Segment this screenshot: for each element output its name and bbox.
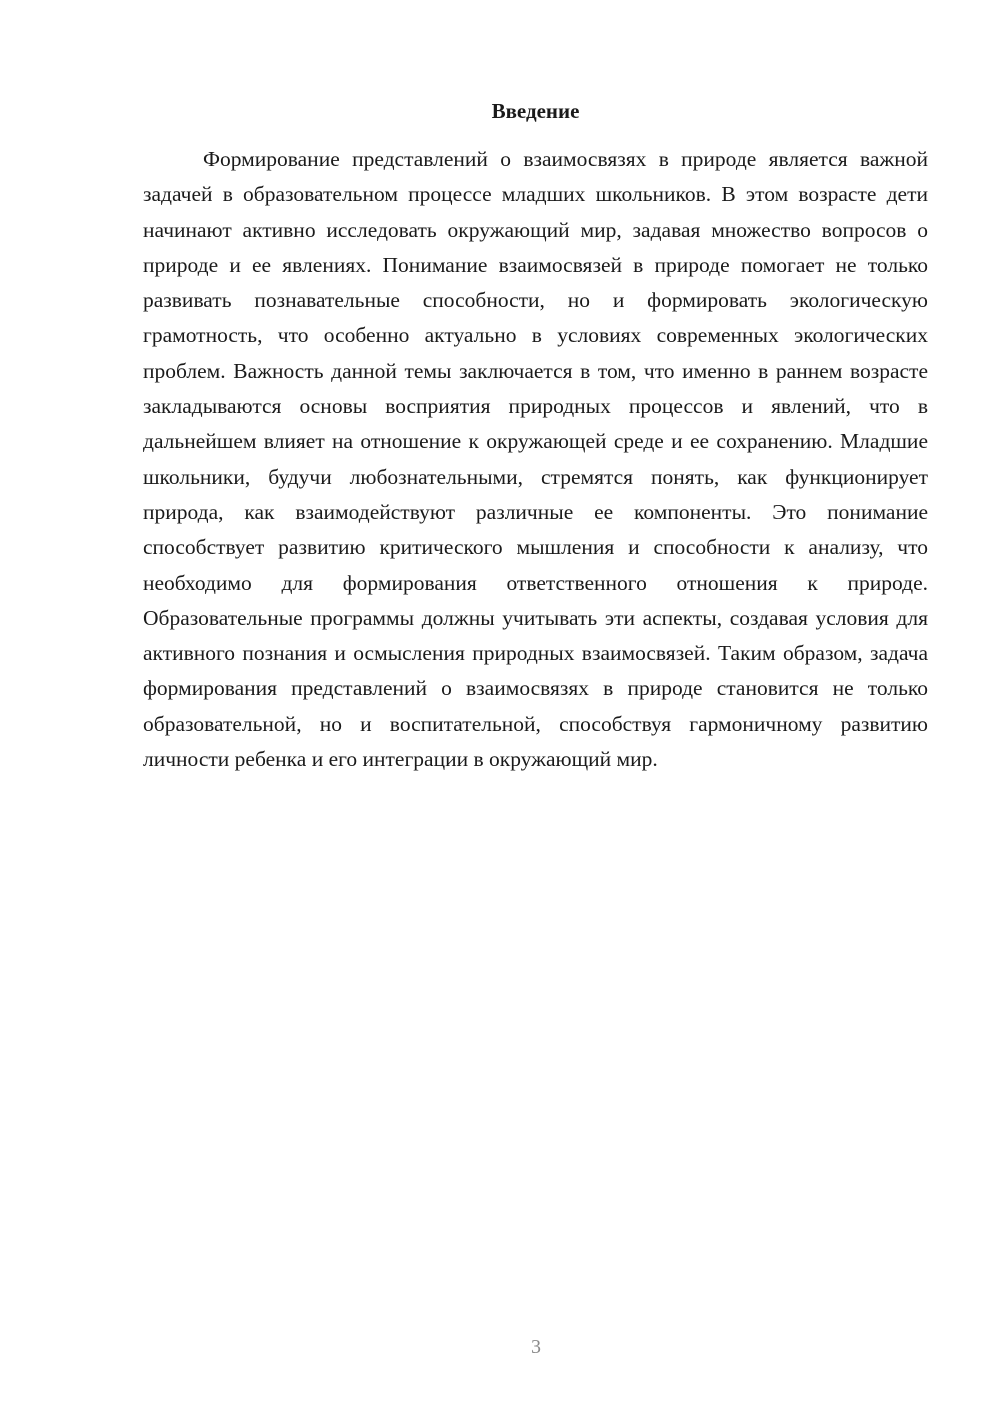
section-heading: Введение — [491, 99, 580, 123]
page-number: 3 — [531, 1336, 541, 1358]
body-paragraph: Формирование представлений о взаимосвязях в природе является важной задачей в образовательном процессе младших школьников. В этом возрасте дети начинают активно исследовать окружающий мир, задавая множество вопросов о природе и ее явлениях. Понимание взаимосвязей в природе помогает не только развивать познавательные способности, но и формировать экологическую грамотность, что особенно актуально в условиях современных экологических проблем. Важность данной темы заключается в том, что именно в раннем возрасте закладываются основы восприятия природных процессов и явлений, что в дальнейшем влияет на отношение к окружающей среде и ее сохранению. Младшие школьники, будучи любознательными, стремятся понять, как функционирует природа, как взаимодействуют различные ее компоненты. Это понимание способствует развитию критического мышления и способности к анализу, что необходимо для формирования ответственного отношения к природе. Образовательные программы должны учитывать эти аспекты, создавая условия для активного познания и осмысления природных взаимосвязей. Таким образом, задача формирования представлений о взаимосвязях в природе становится не только образовательной, но и воспитательной, способствуя гармоничному развитию личности ребенка и его интеграции в окружающий мир. — [143, 147, 928, 772]
